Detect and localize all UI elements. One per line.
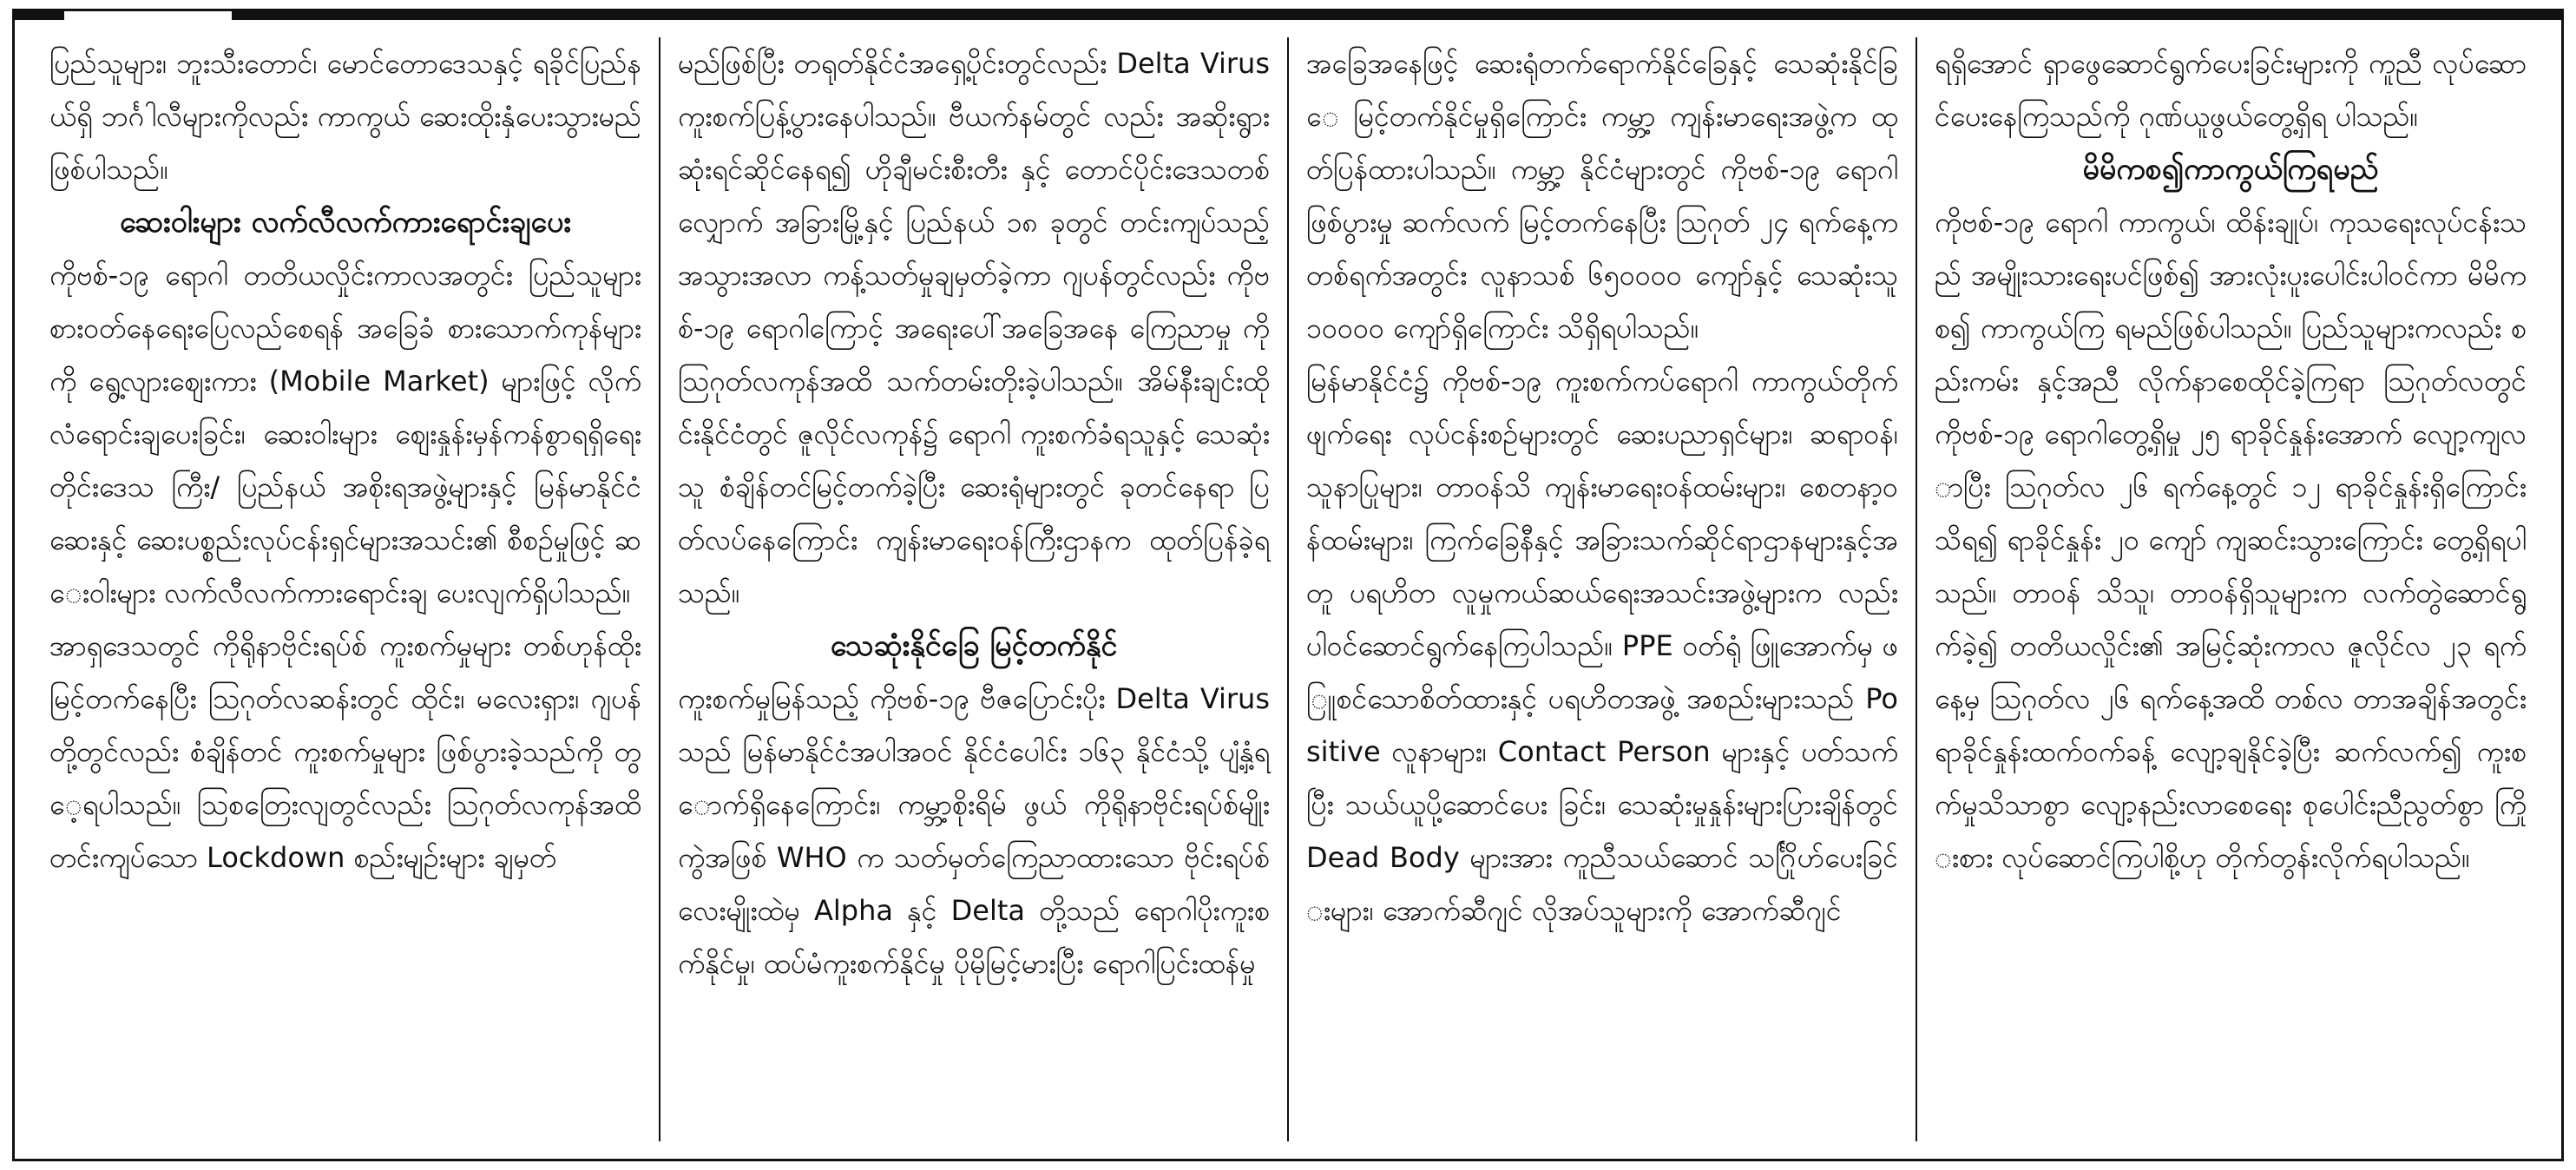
article-column-3 <box>1287 37 1916 1141</box>
paragraph: ကိုဗစ်-၁၉ ရောဂါ ကာကွယ်၊ ထိန်းချုပ်၊ ကုသရေးလုပ်ငန်းသည် အမျိုးသားရေးပင်ဖြစ်၍ အားလုံးပူးပေါင်းပါဝင်ကာ မိမိကစ၍ ကာကွယ်ကြ ရမည်ဖြစ်ပါသည်။ ပြည်သူများကလည်း စည်းကမ်း နှင့်အညီ လိုက်နာစေထိုင်ခဲ့ကြရာ ဩဂုတ်လတွင် ကိုဗစ်-၁၉ ရောဂါတွေ့ရှိမှု ၂၅ ရာခိုင်နှုန်းအောက် လျော့ကျလာပြီး ဩဂုတ်လ ၂၆ ရက်နေ့တွင် ၁၂ ရာခိုင်နှုန်းရှိကြောင်း သိရ၍ ရာခိုင်နှုန်း ၂၀ ကျော် ကျဆင်းသွားကြောင်း တွေ့ရှိရပါသည်။ တာဝန် သိသူ၊ တာဝန်ရှိသူများက လက်တွဲဆောင်ရွက်ခဲ့၍ တတိယလှိုင်း၏ အမြင့်ဆုံးကာလ ဇူလိုင်လ ၂၃ ရက်နေ့မှ ဩဂုတ်လ ၂၆ ရက်နေ့အထိ တစ်လ တာအချိန်အတွင်း ရာခိုင်နှုန်းထက်ဝက်ခန့် လျော့ချနိုင်ခဲ့ပြီး ဆက်လက်၍ ကူးစက်မှုသိသာစွာ လျော့နည်းလာစေရေး စုပေါင်းညီညွတ်စွာ ကြိုးစား လုပ်ဆောင်ကြပါစို့ဟု တိုက်တွန်းလိုက်ရပါသည်။ <box>1935 206 2527 874</box>
article-frame <box>12 9 2564 1161</box>
paragraph: အာရှဒေသတွင် ကိုရိုနာဗိုင်းရပ်စ် ကူးစက်မှုများ တစ်ဟုန်ထိုးမြင့်တက်နေပြီး ဩဂုတ်လဆန်းတွင် ထိုင်း၊ မလေးရှား၊ ဂျပန်တို့တွင်လည်း စံချိန်တင် ကူးစက်မှုများ ဖြစ်ပွားခဲ့သည်ကို တွေ့ရပါသည်။ ဩစတြေးလျတွင်လည်း ဩဂုတ်လကုန်အထိ တင်းကျပ်သော Lockdown စည်းမျဉ်းများ ချမှတ် <box>49 629 641 874</box>
article-column-1 <box>32 37 659 1141</box>
paragraph: အခြေအနေဖြင့် ဆေးရုံတက်ရောက်နိုင်ခြေနှင့် သေဆုံးနိုင်ခြေ မြင့်တက်နိုင်မှုရှိကြောင်း ကမ္ဘာ့ ကျန်းမာရေးအဖွဲ့က ထုတ်ပြန်ထားပါသည်။ ကမ္ဘာ့ နိုင်ငံများတွင် ကိုဗစ်-၁၉ ရောဂါ ဖြစ်ပွားမှု ဆက်လက် မြင့်တက်နေပြီး ဩဂုတ် ၂၄ ရက်နေ့က တစ်ရက်အတွင်း လူနာသစ် ၆၅၀၀၀၀ ကျော်နှင့် သေဆုံးသူ ၁၀၀၀၀ ကျော်ရှိကြောင်း သိရှိရပါသည်။ <box>1306 47 1898 345</box>
article-column-2 <box>659 37 1287 1141</box>
section-heading: သေဆုံးနိုင်ခြေ မြင့်တက်နိုင် <box>830 628 1118 663</box>
paragraph: ကိုဗစ်-၁၉ ရောဂါ တတိယလှိုင်းကာလအတွင်း ပြည်သူများ စားဝတ်နေရေးပြေလည်စေရန် အခြေခံ စားသောက်ကုန်များကို ရွေ့လျားဈေးကား (Mobile Market) များဖြင့် လိုက်လံရောင်းချပေးခြင်း၊ ဆေးဝါးများ ဈေးနှုန်းမှန်ကန်စွာရရှိရေး တိုင်းဒေသ ကြီး/ ပြည်နယ် အစိုးရအဖွဲ့များနှင့် မြန်မာနိုင်ငံ ဆေးနှင့် ဆေးပစ္စည်းလုပ်ငန်းရှင်များအသင်း၏ စီစဉ်မှုဖြင့် ဆေးဝါးများ လက်လီလက်ကားရောင်းချ ပေးလျက်ရှိပါသည်။ <box>49 259 641 609</box>
section-heading: ဆေးဝါးများ လက်လီလက်ကားရောင်းချပေး <box>120 205 571 240</box>
paragraph: ကူးစက်မှုမြန်သည့် ကိုဗစ်-၁၉ ဗီဇပြောင်းပိုး Delta Virus သည် မြန်မာနိုင်ငံအပါအဝင် နိုင်ငံပေါင်း ၁၆၃ နိုင်ငံသို့ ပျံ့နှံ့ရောက်ရှိနေကြောင်း၊ ကမ္ဘာ့စိုးရိမ် ဖွယ် ကိုရိုနာဗိုင်းရပ်စ်မျိုးကွဲအဖြစ် WHO က သတ်မှတ်ကြေညာထားသော ဗိုင်းရပ်စ်လေးမျိုးထဲမှ Alpha နှင့် Delta တို့သည် ရောဂါပိုးကူးစက်နိုင်မှု၊ ထပ်မံကူးစက်နိုင်မှု ပိုမိုမြင့်မားပြီး ရောဂါပြင်းထန်မှု <box>678 682 1270 980</box>
paragraph: မြန်မာနိုင်ငံ၌ ကိုဗစ်-၁၉ ကူးစက်ကပ်ရောဂါ ကာကွယ်တိုက်ဖျက်ရေး လုပ်ငန်းစဉ်များတွင် ဆေးပညာရှင်များ၊ ဆရာဝန်၊ သူနာပြုများ၊ တာဝန်သိ ကျန်းမာရေးဝန်ထမ်းများ၊ စေတနာ့ဝန်ထမ်းများ၊ ကြက်ခြေနီနှင့် အခြားသက်ဆိုင်ရာဌာနများနှင့်အတူ ပရဟိတ လူမှုကယ်ဆယ်ရေးအသင်းအဖွဲ့များက လည်း ပါဝင်ဆောင်ရွက်နေကြပါသည်။ PPE ဝတ်ရုံ ဖြူအောက်မှ ဖြူစင်သောစိတ်ထားနှင့် ပရဟိတအဖွဲ့ အစည်းများသည် Positive လူနာများ၊ Contact Person များနှင့် ပတ်သက်ပြီး သယ်ယူပို့ဆောင်ပေး ခြင်း၊ သေဆုံးမှုနှုန်းများပြားချိန်တွင် Dead Body များအား ကူညီသယ်ဆောင် သင်္ဂြိုဟ်ပေးခြင်းများ၊ အောက်ဆီဂျင် လိုအပ်သူများကို အောက်ဆီဂျင် <box>1306 365 1898 927</box>
article-columns <box>32 37 2544 1141</box>
top-rule <box>232 9 2564 20</box>
article-column-4 <box>1916 37 2544 1141</box>
section-heading: မိမိကစ၍ကာကွယ်ကြရမည် <box>2082 152 2379 187</box>
paragraph: ပြည်သူများ၊ ဘူးသီးတောင်၊ မောင်တောဒေသနှင့် ရခိုင်ပြည်နယ်ရှိ ဘင်္ဂါလီများကိုလည်း ကာကွယ် ဆေးထိုးနှံပေးသွားမည်ဖြစ်ပါသည်။ <box>49 47 641 186</box>
paragraph: မည်ဖြစ်ပြီး တရုတ်နိုင်ငံအရှေ့ပိုင်းတွင်လည်း Delta Virus ကူးစက်ပြန့်ပွားနေပါသည်။ ဗီယက်နမ်တွင် လည်း အဆိုးရွားဆုံးရင်ဆိုင်နေရ၍ ဟိုချီမင်းစီးတီး နှင့် တောင်ပိုင်းဒေသတစ်လျှောက် အခြားမြို့နှင့် ပြည်နယ် ၁၈ ခုတွင် တင်းကျပ်သည့် အသွားအလာ ကန့်သတ်မှုချမှတ်ခဲ့ကာ ဂျပန်တွင်လည်း ကိုဗစ်-၁၉ ရောဂါကြောင့် အရေးပေါ်အခြေအနေ ကြေညာမှု ကို ဩဂုတ်လကုန်အထိ သက်တမ်းတိုးခဲ့ပါသည်။ အိမ်နီးချင်းထိုင်းနိုင်ငံတွင် ဇူလိုင်လကုန်၌ ရောဂါ ကူးစက်ခံရသူနှင့် သေဆုံးသူ စံချိန်တင်မြင့်တက်ခဲ့ပြီး ဆေးရုံများတွင် ခုတင်နေရာ ပြတ်လပ်နေကြောင်း ကျန်းမာရေးဝန်ကြီးဌာနက ထုတ်ပြန်ခဲ့ရသည်။ <box>678 47 1270 609</box>
paragraph: ရရှိအောင် ရှာဖွေဆောင်ရွက်ပေးခြင်းများကို ကူညီ လုပ်ဆောင်ပေးနေကြသည်ကို ဂုဏ်ယူဖွယ်တွေ့ရှိရ ပါသည်။ <box>1935 47 2527 133</box>
top-rule-left <box>12 9 64 20</box>
